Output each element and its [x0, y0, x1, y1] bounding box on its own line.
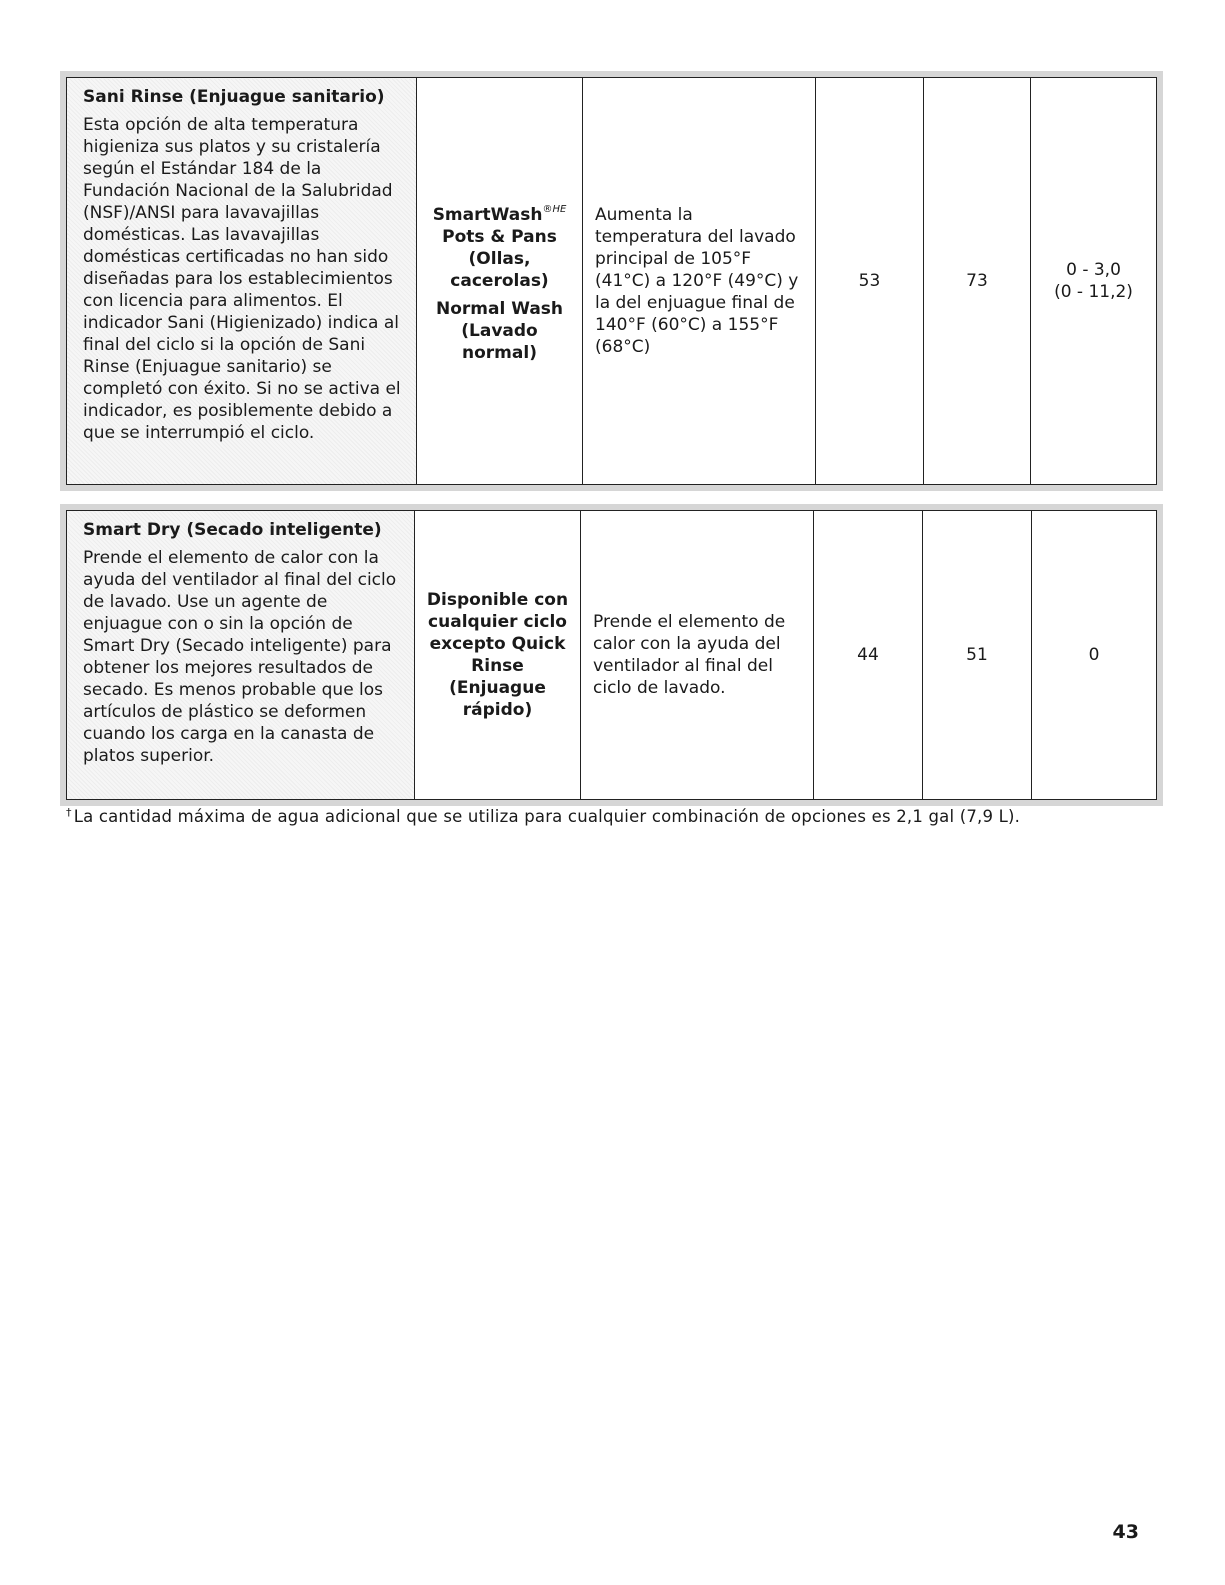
sani-rinse-cycle-smartwash: SmartWash: [432, 204, 543, 225]
sani-rinse-effect: Aumenta la temperatura del lavado principal de 105°F (41°C) a 120°F (49°C) y la del enjuague final de 140°F (60°C) a 155°F (68°C): [583, 78, 816, 485]
smart-dry-title: Smart Dry (Secado inteligente): [83, 520, 382, 540]
smart-dry-water: 0: [1032, 511, 1157, 800]
sani-rinse-description: Esta opción de alta temperatura higieniza sus platos y su cristalería según el Estándar 184 de la Fundación Nacional de la Salubridad (NSF)/ANSI para lavavajillas domésticas. Las lavavajillas domésticas certificadas no han sido diseñadas para los establecimientos con licencia para alimentos. El indicador Sani (Higienizado) indica al final del ciclo si la opción de Sani Rinse (Enjuague sanitario) se completó con éxito. Si no se activa el indicador, es posiblemente debido a que se interrumpió el ciclo.: [83, 115, 401, 443]
sani-rinse-cycles-cell: [417, 78, 583, 485]
footnote-text: La cantidad máxima de agua adicional que se utiliza para cualquier combinación de opciones es 2,1 gal (7,9 L).: [73, 807, 1021, 826]
smart-dry-effect: Prende el elemento de calor con la ayuda del ventilador al final del ciclo de lavado.: [581, 511, 814, 800]
sani-rinse-row: [67, 78, 1157, 485]
smart-dry-table: [66, 510, 1157, 800]
smart-dry-description-cell: [67, 511, 415, 800]
sani-rinse-cycle-pots-pans: Pots & Pans (Ollas, cacerolas): [442, 226, 557, 291]
smart-dry-cycles: Disponible con cualquier ciclo excepto Quick Rinse (Enjuague rápido): [415, 511, 581, 800]
smart-dry-description: Prende el elemento de calor con la ayuda del ventilador al final del ciclo de lavado. Use un agente de enjuague con o sin la opción de Smart Dry (Secado inteligente) para obtener los mejores resultados de secado. Es menos probable que los artículos de plástico se deformen cuando los carga en la canasta de platos superior.: [83, 548, 397, 766]
smart-dry-row: [67, 511, 1157, 800]
sani-rinse-title: Sani Rinse (Enjuague sanitario): [83, 87, 385, 107]
footnote: [66, 806, 1020, 826]
sani-rinse-description-cell: [67, 78, 417, 485]
sani-rinse-table: [66, 77, 1157, 485]
sani-rinse-water-cell: [1031, 78, 1157, 485]
sani-rinse-water-gal: 0 - 3,0: [1066, 260, 1121, 280]
smart-dry-value-1: 44: [814, 511, 923, 800]
registered-he-mark: ®HE: [542, 203, 567, 215]
smart-dry-value-2: 51: [923, 511, 1032, 800]
sani-rinse-value-1: 53: [816, 78, 924, 485]
footnote-dagger: †: [66, 806, 72, 819]
sani-rinse-water-liters: (0 - 11,2): [1054, 282, 1133, 302]
page-number: 43: [1112, 1521, 1139, 1543]
sani-rinse-value-2: 73: [924, 78, 1031, 485]
sani-rinse-cycle-normal-wash: Normal Wash (Lavado normal): [435, 298, 564, 363]
